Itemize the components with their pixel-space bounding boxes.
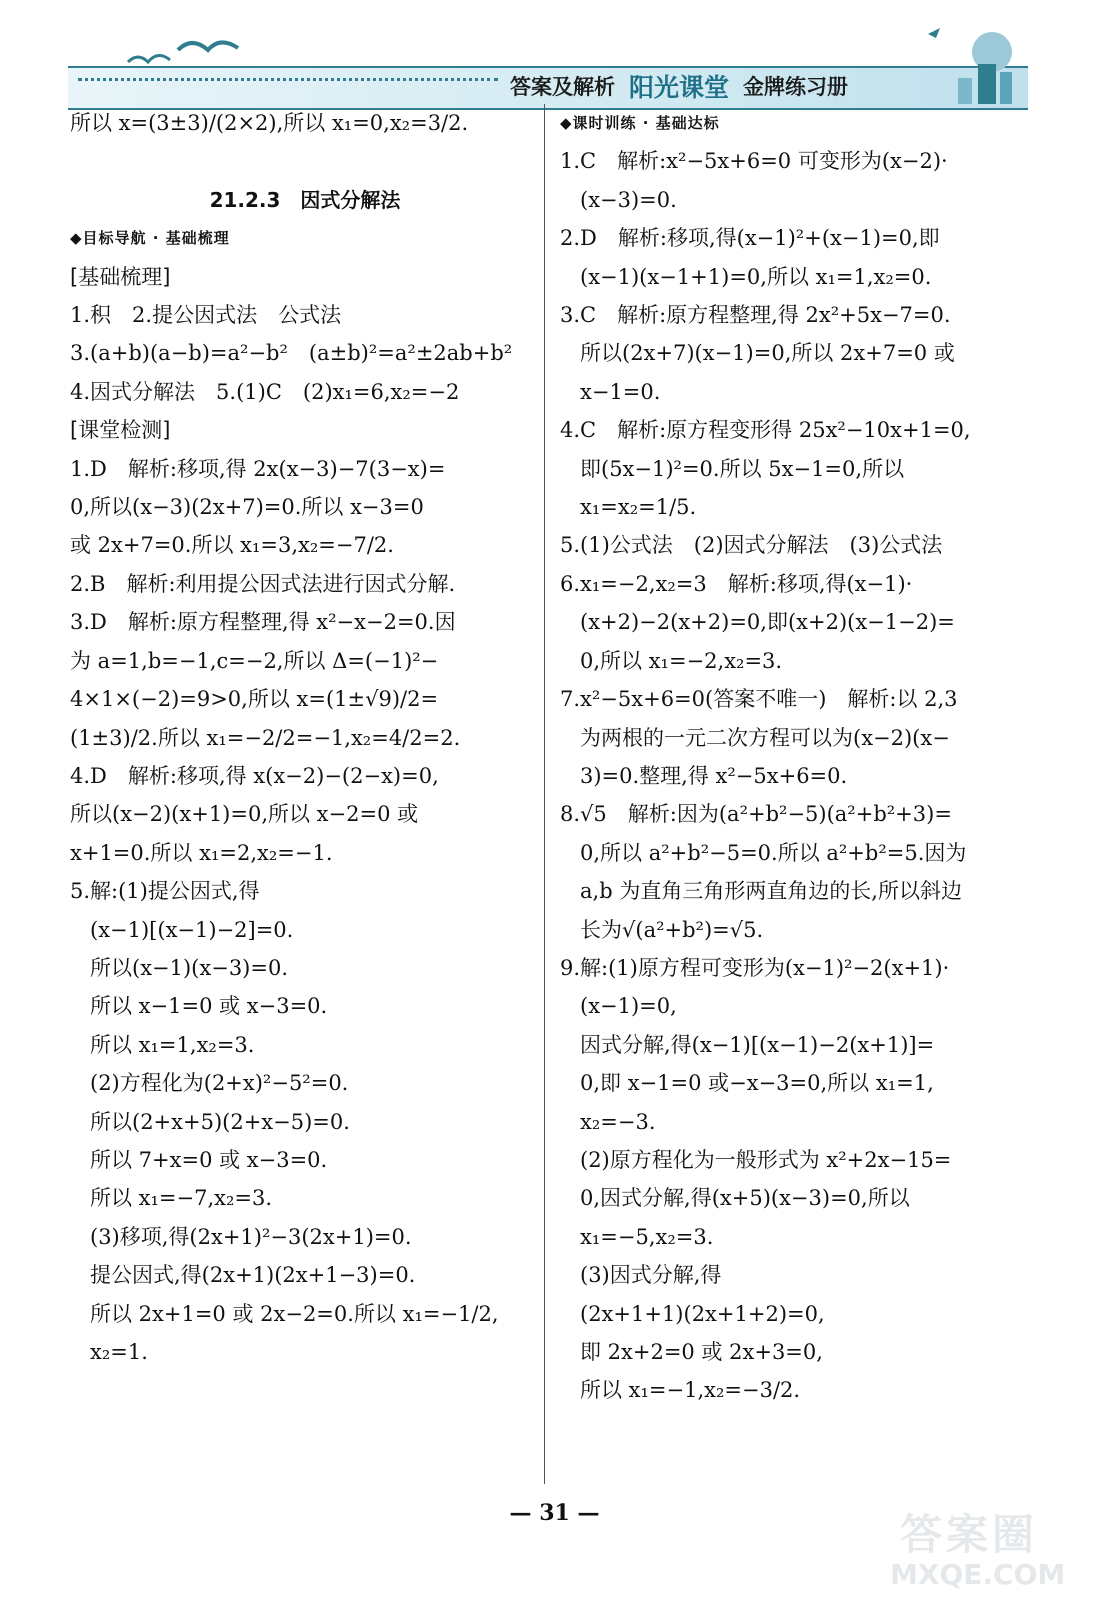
text-line: 4.因式分解法 5.(1)C (2)x₁=6,x₂=−2: [70, 379, 460, 404]
text-line: (x−1)=0,: [580, 994, 677, 1019]
header-dotted-line: [78, 78, 498, 81]
text-line: (3)因式分解,得: [580, 1263, 722, 1288]
text-line: 3.D 解析:原方程整理,得 x²−x−2=0.因: [70, 610, 456, 635]
text-line: 3.C 解析:原方程整理,得 2x²+5x−7=0.: [560, 303, 951, 328]
text-line: 0,因式分解,得(x+5)(x−3)=0,所以: [580, 1186, 910, 1211]
watermark: [880, 1500, 1100, 1595]
text-line: 0,所以 a²+b²−5=0.所以 a²+b²=5.因为: [580, 840, 967, 865]
text-line: 2.B 解析:利用提公因式法进行因式分解.: [70, 571, 456, 596]
text-line: 所以 2x+1=0 或 2x−2=0.所以 x₁=−1/2,: [90, 1301, 499, 1326]
text-line: x₂=1.: [90, 1340, 148, 1364]
text-line: 4.D 解析:移项,得 x(x−2)−(2−x)=0,: [70, 763, 439, 788]
text-line: 所以 7+x=0 或 x−3=0.: [90, 1147, 328, 1172]
right-column: [560, 104, 1040, 1410]
subheading: [课堂检测]: [70, 418, 171, 443]
text-line: 5.(1)公式法 (2)因式分解法 (3)公式法: [560, 533, 943, 558]
section-title: 21.2.3 因式分解法: [209, 187, 401, 212]
text-line: (1±3)/2.所以 x₁=−2/2=−1,x₂=4/2=2.: [70, 725, 461, 750]
text-line: 0,所以(x−3)(2x+7)=0.所以 x−3=0: [70, 495, 424, 520]
text-line: 1.积 2.提公因式法 公式法: [70, 303, 342, 328]
text-line: x₁=−5,x₂=3.: [580, 1224, 714, 1249]
text-line: 4.C 解析:原方程变形得 25x²−10x+1=0,: [560, 418, 971, 443]
text-line: 所以 x−1=0 或 x−3=0.: [90, 994, 328, 1019]
text-line: (x−1)[(x−1)−2]=0.: [90, 917, 294, 942]
text-line: x₂=−3.: [580, 1109, 656, 1134]
section-heading-text: ◆目标导航 · 基础梳理: [70, 229, 230, 248]
text-line: 1.D 解析:移项,得 2x(x−3)−7(3−x)=: [70, 456, 446, 481]
text-line: (2)原方程化为一般形式为 x²+2x−15=: [580, 1147, 952, 1172]
text-line: 3.(a+b)(a−b)=a²−b² (a±b)²=a²±2ab+b²: [70, 341, 513, 366]
text-line: 5.解:(1)提公因式,得: [70, 879, 260, 904]
text-line: (3)移项,得(2x+1)²−3(2x+1)=0.: [90, 1224, 412, 1249]
text-line: 2.D 解析:移项,得(x−1)²+(x−1)=0,即: [560, 226, 940, 251]
text-line: 所以 x₁=−7,x₂=3.: [90, 1186, 273, 1211]
column-divider: [544, 104, 545, 1484]
text-line: a,b 为直角三角形两直角边的长,所以斜边: [580, 879, 962, 904]
text-line: 9.解:(1)原方程可变形为(x−1)²−2(x+1)·: [560, 955, 950, 980]
left-column: [70, 104, 540, 1371]
text-line: 1.C 解析:x²−5x+6=0 可变形为(x−2)·: [560, 149, 948, 174]
text-line: 8.√5 解析:因为(a²+b²−5)(a²+b²+3)=: [560, 802, 952, 827]
skyline-icon: [908, 14, 1028, 106]
text-line: 所以 x=(3±3)/(2×2),所以 x₁=0,x₂=3/2.: [70, 111, 469, 135]
text-line: 因式分解,得(x−1)[(x−1)−2(x+1)]=: [580, 1032, 935, 1057]
text-line: 所以(x−2)(x+1)=0,所以 x−2=0 或: [70, 802, 419, 827]
text-line: 7.x²−5x+6=0(答案不唯一) 解析:以 2,3: [560, 687, 958, 712]
text-line: (2x+1+1)(2x+1+2)=0,: [580, 1301, 825, 1326]
text-line: 3)=0.整理,得 x²−5x+6=0.: [580, 763, 848, 788]
text-line: 所以(2x+7)(x−1)=0,所以 2x+7=0 或: [580, 341, 955, 366]
header-brand: 阳光课堂: [629, 73, 730, 102]
text-line: 提公因式,得(2x+1)(2x+1−3)=0.: [90, 1263, 416, 1288]
watermark-url: MXQE.COM: [890, 1558, 1066, 1591]
text-line: (x+2)−2(x+2)=0,即(x+2)(x−1−2)=: [580, 610, 955, 635]
section-heading: [70, 219, 540, 257]
text-line: 为两根的一元二次方程可以为(x−2)(x−: [580, 725, 950, 750]
text-line: (2)方程化为(2+x)²−5²=0.: [90, 1071, 349, 1096]
text-line: 0,即 x−1=0 或−x−3=0,所以 x₁=1,: [580, 1071, 934, 1096]
text-line: (x−3)=0.: [580, 187, 677, 212]
subheading: [基础梳理]: [70, 264, 171, 289]
text-line: 所以(x−1)(x−3)=0.: [90, 955, 289, 980]
text-line: 为 a=1,b=−1,c=−2,所以 Δ=(−1)²−: [70, 648, 439, 673]
text-line: 所以 x₁=1,x₂=3.: [90, 1032, 255, 1057]
text-line: x−1=0.: [580, 379, 661, 404]
watermark-text: 答案圈: [900, 1510, 1039, 1559]
text-line: 或 2x+7=0.所以 x₁=3,x₂=−7/2.: [70, 533, 394, 558]
blank-line: [70, 142, 540, 180]
text-line: 即(5x−1)²=0.所以 5x−1=0,所以: [580, 456, 905, 481]
text-line: 6.x₁=−2,x₂=3 解析:移项,得(x−1)·: [560, 571, 913, 596]
text-line: 长为√(a²+b²)=√5.: [580, 917, 764, 942]
page-header: [68, 14, 1028, 102]
text-line: x+1=0.所以 x₁=2,x₂=−1.: [70, 840, 333, 865]
text-line: 0,所以 x₁=−2,x₂=3.: [580, 648, 783, 673]
text-line: 所以 x₁=−1,x₂=−3/2.: [580, 1378, 801, 1403]
section-heading: [560, 104, 1040, 142]
text-line: 4×1×(−2)=9>0,所以 x=(1±√9)/2=: [70, 687, 439, 712]
header-title: [510, 66, 848, 106]
text-line: x₁=x₂=1/5.: [580, 495, 697, 520]
text-line: (x−1)(x−1+1)=0,所以 x₁=1,x₂=0.: [580, 264, 932, 289]
page-number: — 31 —: [509, 1500, 600, 1526]
header-right-label: 金牌练习册: [743, 75, 849, 99]
header-left-label: 答案及解析: [510, 75, 615, 99]
text-line: 即 2x+2=0 或 2x+3=0,: [580, 1340, 823, 1364]
section-heading-text: ◆课时训练 · 基础达标: [560, 114, 720, 132]
text-line: 所以(2+x+5)(2+x−5)=0.: [90, 1109, 350, 1134]
